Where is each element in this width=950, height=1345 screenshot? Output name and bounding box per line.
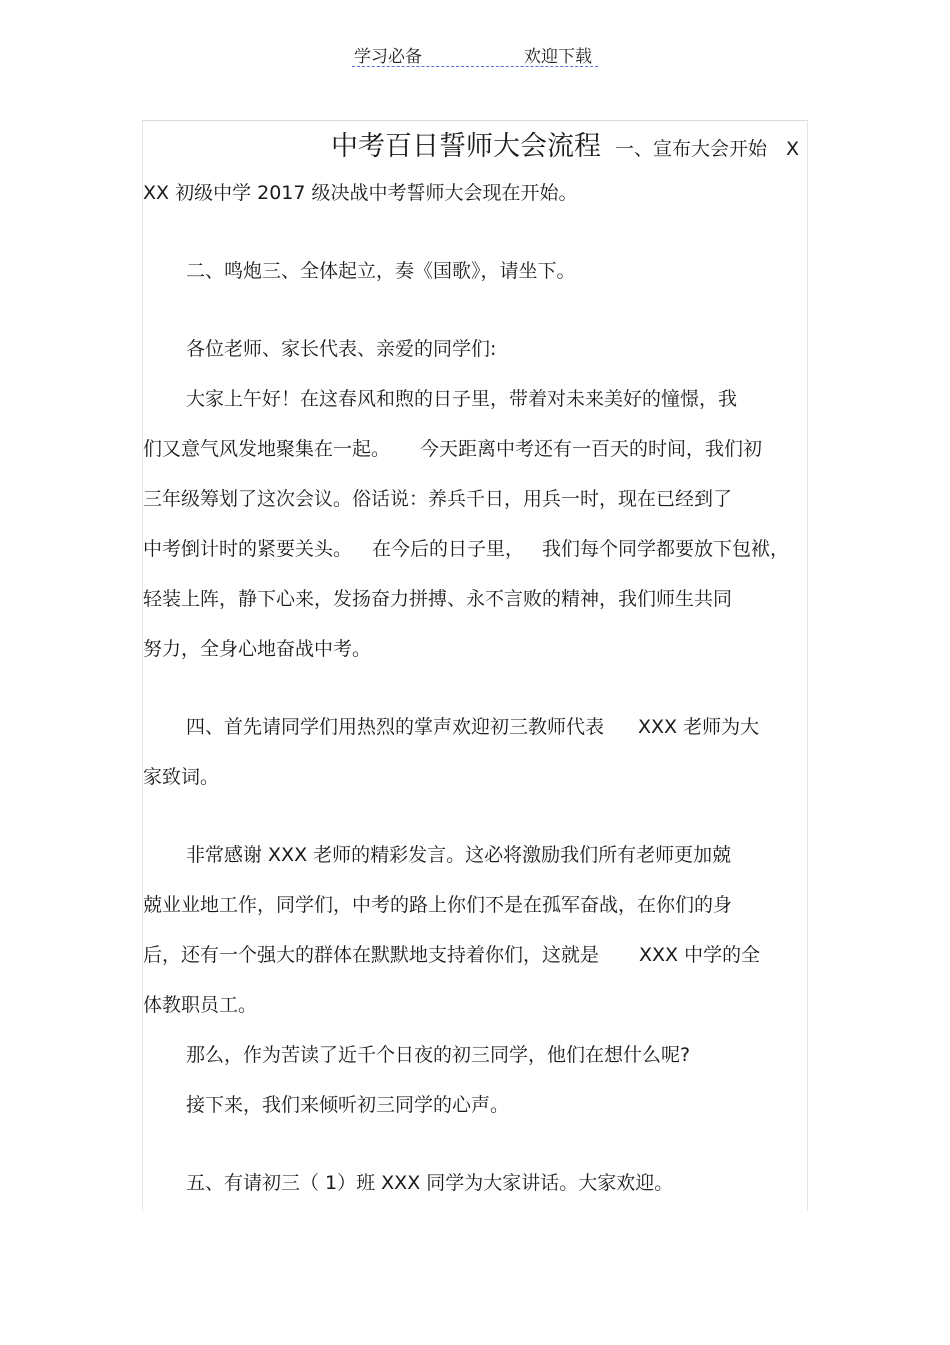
paragraph-line-9: 努力，全身心地奋战中考。 <box>143 638 372 660</box>
paragraph-line-7 <box>143 537 789 561</box>
paragraph-line-5b: 今天距离中考还有一百天的时间，我们初 <box>420 438 763 460</box>
paragraph-line-12: 非常感谢 XXX 老师的精彩发言。这必将激励我们所有老师更加兢 <box>186 844 732 866</box>
header-left-text: 学习必备 <box>354 47 422 67</box>
paragraph-line-14a: 后，还有一个强大的群体在默默地支持着你们，这就是 <box>143 944 600 966</box>
paragraph-line-13: 兢业业地工作，同学们，中考的路上你们不是在孤军奋战，在你们的身 <box>143 894 733 916</box>
paragraph-line-16: 那么，作为苦读了近千个日夜的初三同学，他们在想什么呢? <box>186 1044 691 1066</box>
paragraph-line-18: 五、有请初三（ 1）班 XXX 同学为大家讲话。大家欢迎。 <box>186 1172 674 1194</box>
paragraph-line-7b: 在今后的日子里， <box>372 538 525 560</box>
paragraph-line-10a: 四、首先请同学们用热烈的掌声欢迎初三教师代表 <box>186 716 605 738</box>
paragraph-line-14b: XXX 中学的全 <box>639 944 761 966</box>
paragraph-line-8: 轻装上阵，静下心来，发扬奋力拼搏、永不言败的精神，我们师生共同 <box>143 588 733 610</box>
paragraph-line-7a: 中考倒计时的紧要关头。 <box>143 538 353 560</box>
page-header <box>352 40 598 67</box>
paragraph-line-5a: 们又意气风发地聚集在一起。 <box>143 438 391 460</box>
paragraph-line-11: 家致词。 <box>143 766 220 788</box>
document-title: 中考百日誓师大会流程 <box>331 131 601 162</box>
title-line <box>331 130 799 167</box>
paragraph-line-7c: 我们每个同学都要放下包袱， <box>542 538 790 560</box>
paragraph-line-5 <box>143 437 762 461</box>
header-right-text: 欢迎下载 <box>524 47 592 67</box>
greeting-line: 各位老师、家长代表、亲爱的同学们: <box>186 338 497 360</box>
paragraph-line-6: 三年级筹划了这次会议。俗话说：养兵千日，用兵一时，现在已经到了 <box>143 488 733 510</box>
paragraph-line-1: XX 初级中学 2017 级决战中考誓师大会现在开始。 <box>143 182 578 204</box>
paragraph-line-15: 体教职员工。 <box>143 994 258 1016</box>
title-tail-text: 一、宣布大会开始 X <box>615 138 800 160</box>
paragraph-line-17: 接下来，我们来倾听初三同学的心声。 <box>186 1094 510 1116</box>
paragraph-line-14 <box>143 943 760 967</box>
paragraph-line-2: 二、鸣炮三、全体起立，奏《国歌》，请坐下。 <box>186 260 576 282</box>
paragraph-line-4: 大家上午好！在这春风和煦的日子里，带着对未来美好的憧憬，我 <box>186 388 738 410</box>
paragraph-line-10 <box>186 715 759 739</box>
paragraph-line-10b: XXX 老师为大 <box>638 716 760 738</box>
